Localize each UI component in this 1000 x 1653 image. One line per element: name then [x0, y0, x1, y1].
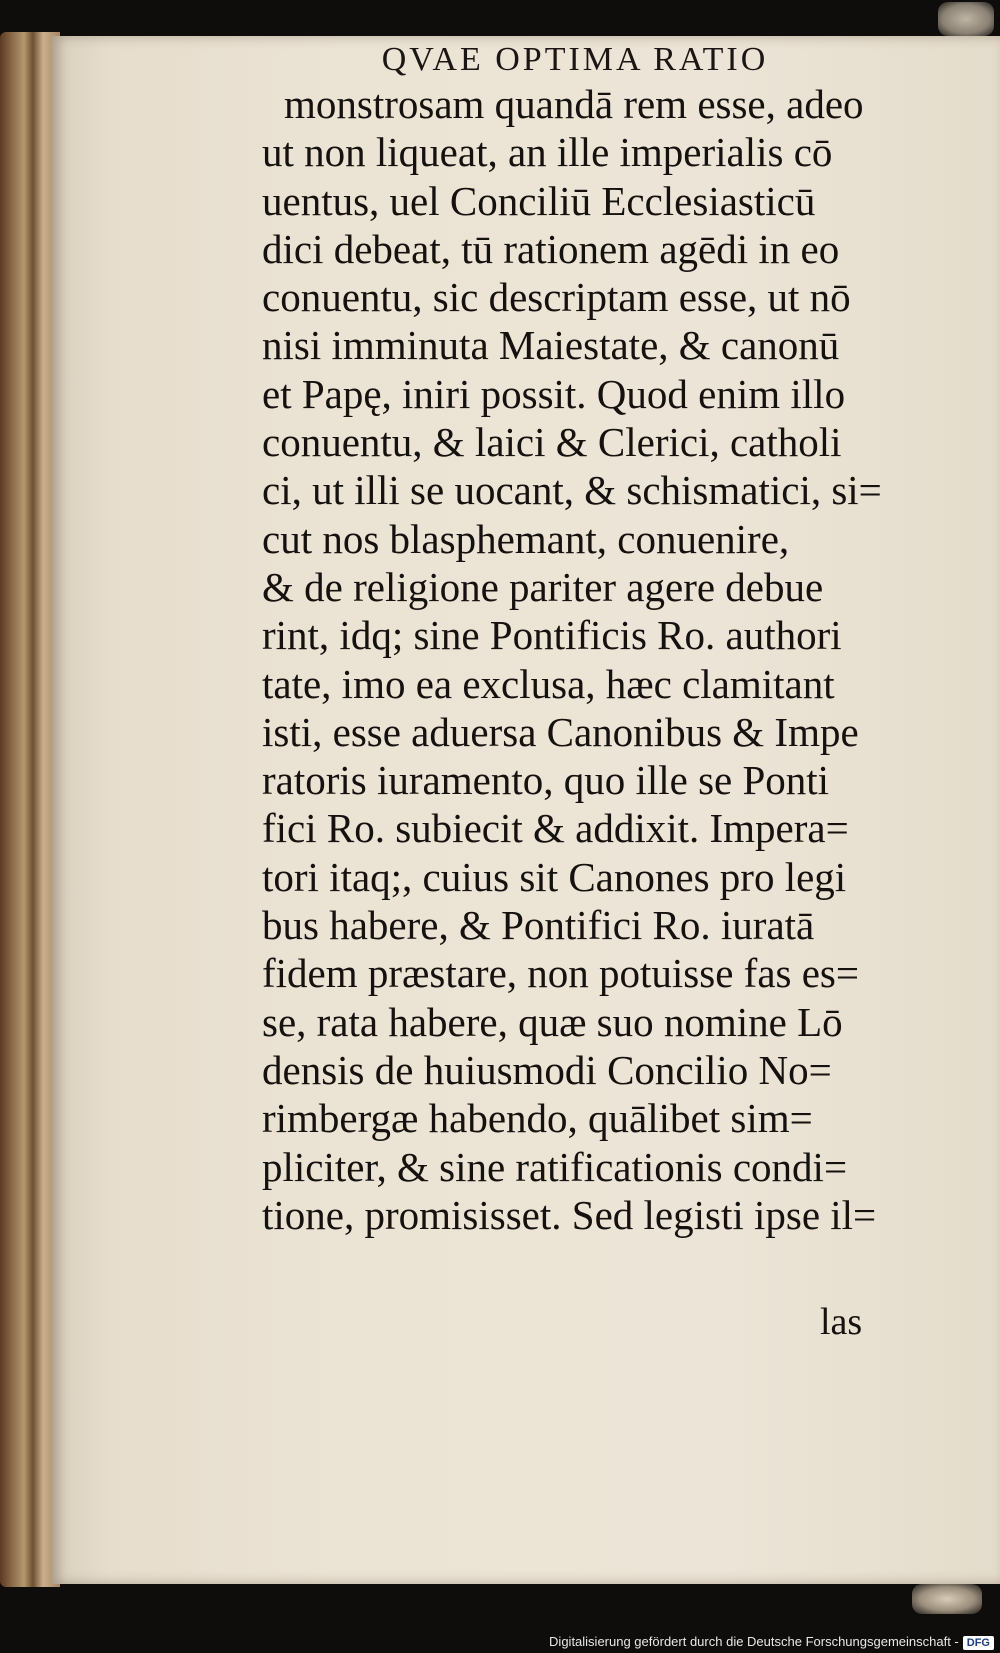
text-line: isti, esse aduersa Canonibus & Impe [262, 708, 859, 755]
text-line: conuentu, & laici & Clerici, catholi [262, 419, 842, 466]
text-line: ratoris iuramento, quo ille se Ponti [262, 757, 830, 804]
dfg-logo: DFG [963, 1636, 994, 1650]
text-line: fici Ro. subiecit & addixit. Impera= [262, 805, 849, 852]
catchword: las [820, 1301, 863, 1343]
funding-credit: Digitalisierung gefördert durch die Deutsche Forschungsgemeinschaft - [549, 1634, 959, 1649]
funding-footer [0, 1630, 1000, 1653]
text-line: uentus, uel Conciliū Ecclesiasticū [262, 177, 816, 224]
text-line: & de religione pariter agere debue [262, 563, 824, 610]
text-line: monstrosam quandā rem esse, adeo [284, 81, 864, 127]
text-line: rint, idq; sine Pontificis Ro. authori [262, 612, 842, 659]
text-line: pliciter, & sine ratificationis condi= [262, 1143, 848, 1190]
text-line: se, rata habere, quæ suo nomine Lō [262, 998, 843, 1045]
text-line: dici debeat, tū rationem agēdi in eo [262, 225, 840, 272]
book-corner-top [938, 2, 994, 36]
text-line: nisi imminuta Maiestate, & canonū [262, 322, 840, 369]
page-body-text [262, 80, 942, 1239]
text-line: tori itaq;, cuius sit Canones pro legi [262, 853, 847, 900]
text-line: tione, promisisset. Sed legisti ipse il= [262, 1191, 877, 1238]
book-fore-edge [0, 32, 60, 1587]
text-line: fidem præstare, non potuisse fas es= [262, 950, 860, 997]
text-line: tate, imo ea exclusa, hæc clamitant [262, 660, 835, 707]
text-line: conuentu, sic descriptam esse, ut nō [262, 274, 851, 321]
text-line: bus habere, & Pontifici Ro. iuratā [262, 902, 815, 949]
text-line: ci, ut illi se uocant, & schismatici, si= [262, 467, 882, 514]
text-line: densis de huiusmodi Concilio No= [262, 1046, 832, 1093]
running-head: QVAE OPTIMA RATIO [381, 41, 769, 78]
text-line: ut non liqueat, an ille imperialis cō [262, 129, 833, 176]
text-line: et Papę, iniri possit. Quod enim illo [262, 370, 846, 417]
book-corner-bottom [912, 1584, 982, 1614]
text-line: cut nos blasphemant, conuenire, [262, 515, 790, 562]
text-line: rimbergæ habendo, quālibet sim= [262, 1095, 813, 1142]
